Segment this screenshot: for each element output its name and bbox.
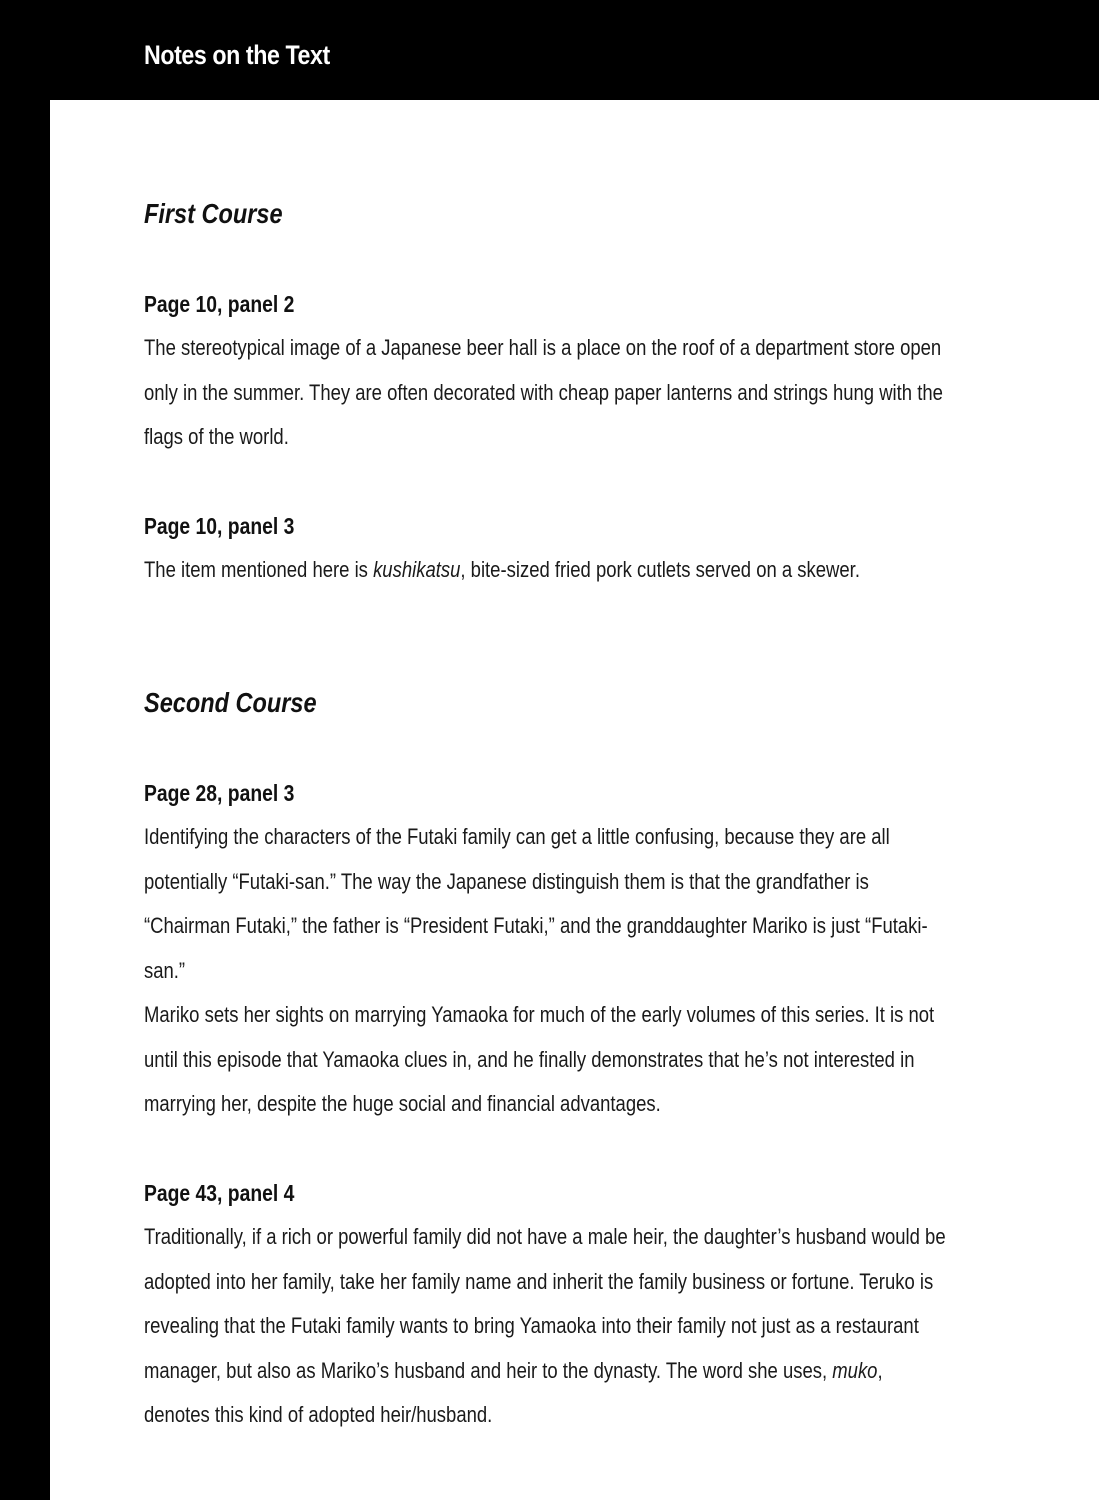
note-text-page-10-panel-2: The stereotypical image of a Japanese beer hall is a place on the roof of a department store open only in the summer. They are often decorated with cheap paper lanterns and strings hung with the flags of the world. xyxy=(144,335,943,449)
note-heading-page-28-panel-3: Page 28, panel 3 xyxy=(144,780,295,806)
note-heading-page-10-panel-3: Page 10, panel 3 xyxy=(144,513,295,539)
note-heading-page-10-panel-2: Page 10, panel 2 xyxy=(144,291,295,317)
note-heading-page-43-panel-4: Page 43, panel 4 xyxy=(144,1180,295,1206)
note-text-page-28-panel-3: Identifying the characters of the Futaki family can get a little confusing, because they are all potentially “Futaki-san.” The way the Japanese distinguish them is that the grandfather is “Chairman Futaki,” the father is “President Futaki,” and the granddaughter Mariko is just “Futaki-san.” xyxy=(144,824,928,983)
italic-term-kushikatsu: kushikatsu xyxy=(373,557,461,582)
section-title-first-course: First Course xyxy=(144,198,283,229)
italic-term-muko: muko xyxy=(832,1357,878,1383)
page-body xyxy=(50,100,1099,1500)
page-title: Notes on the Text xyxy=(144,40,330,70)
note-text-page-10-panel-3: The item mentioned here is kushikatsu, bite-sized fried pork cutlets served on a skewer. xyxy=(144,557,860,582)
note-text-page-28-panel-3-continued: Mariko sets her sights on marrying Yamaoka for much of the early volumes of this series. It is not until this episode that Yamaoka clues in, and he finally demonstrates that he’s not interested in marrying her, despite the huge social and financial advantages. xyxy=(144,1002,935,1116)
section-title-second-course: Second Course xyxy=(144,687,317,718)
note-text-page-43-panel-4: Traditionally, if a rich or powerful family did not have a male heir, the daughter’s husband would be adopted into her family, take her family name and inherit the family business or fortune. Teruko is revealing that the Futaki family wants to bring Yamaoka into their family not just as a restaurant manager, but also as Mariko’s husband and heir to the dynasty. The word she uses, muko, denotes this kind of adopted heir/husband. xyxy=(144,1224,946,1427)
header-bar xyxy=(0,0,1099,100)
